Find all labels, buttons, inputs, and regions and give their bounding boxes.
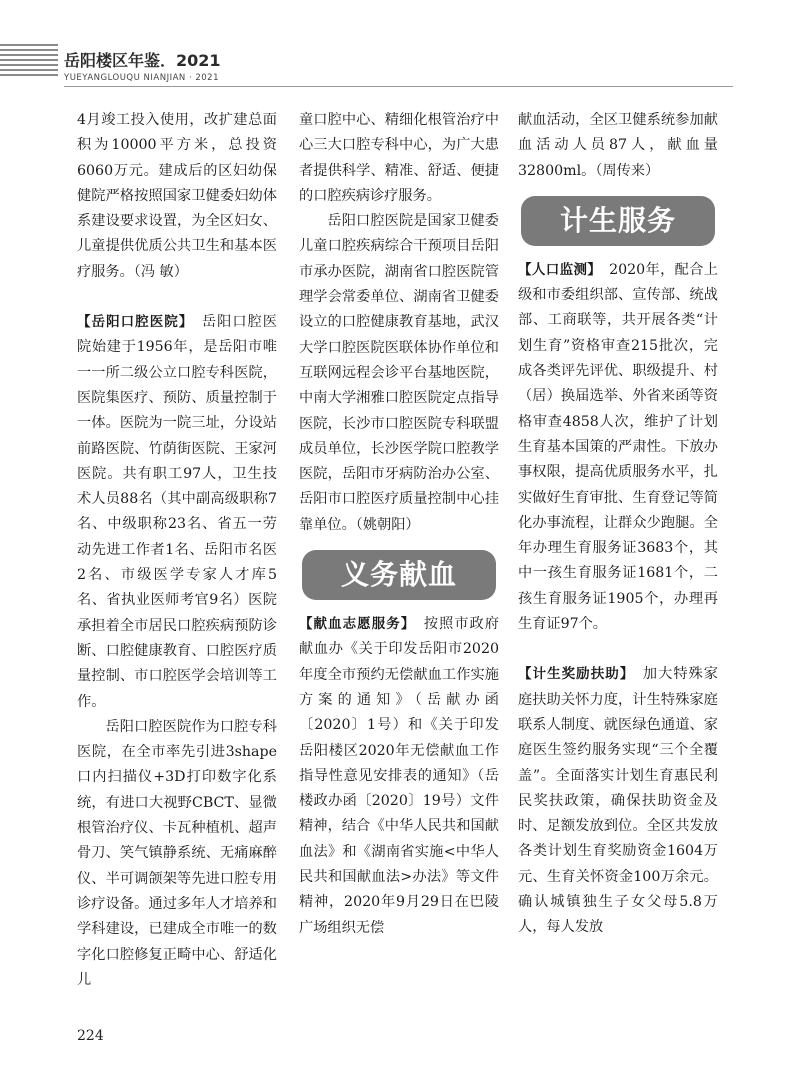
- paragraph: 童口腔中心、精细化根管治疗中心三大口腔专科中心，为广大患者提供科学、精准、舒适、便捷的口腔疾病诊疗服务。: [299, 112, 499, 204]
- section-text: 按照市政府献血办《关于印发岳阳市2020年度全市预约无偿献血工作实施方案的通知》（岳献办函〔2020〕1号）和《关于印发岳阳楼区2020年无偿献血工作指导性意见安排表的通知》（岳楼政办函〔2020〕19号）文件精神，结合《中华人民共和国献血法》和《湖南省实施<中华人民共和国献血法>办法》等文件精神，2020年9月29日在巴陵广场组织无偿: [299, 616, 499, 936]
- section-blood-donation-volunteer: [299, 612, 499, 941]
- section-population-monitoring: [518, 258, 718, 637]
- section-tag: 【岳阳口腔医院】: [77, 314, 187, 331]
- paragraph: 岳阳口腔医院是国家卫健委儿童口腔疾病综合干预项目岳阳市承办医院，湖南省口腔医院管理学会常委单位、湖南省卫健委设立的口腔健康教育基地，武汉大学口腔医院医联体协作单位和互联网远程会诊平台基地医院，中南大学湘雅口腔医院定点指导医院，长沙市口腔医院专科联盟成员单位，长沙医学院口腔教学医院，岳阳市牙病防治办公室、岳阳市口腔医疗质量控制中心挂靠单位。（姚朝阳）: [299, 213, 499, 533]
- column-2: [299, 108, 499, 941]
- paragraph: 献血活动，全区卫健系统参加献血活动人员87人，献血量32800ml。（周传来）: [518, 112, 718, 179]
- section-banner-blood-donation: 义务献血: [302, 550, 496, 600]
- column-3: [518, 108, 718, 941]
- section-tag: 【人口监测】: [518, 261, 595, 278]
- section-text: 加大特殊家庭扶助关怀力度，计生特殊家庭联系人制度、就医绿色通道、家庭医生签约服务实现“三个全覆盖”。全面落实计划生育惠民利民奖扶政策，确保扶助资金及时、足额发放到位。全区共发放各类计划生育奖励资金1604万元、生育关怀资金100万余元。确认城镇独生子女父母5.8万人，每人发放: [518, 666, 718, 936]
- paragraph: 4月竣工投入使用，改扩建总面积为10000平方米，总投资6060万元。建成后的区妇幼保健院严格按照国家卫健委妇幼体系建设要求设置，为全区妇女、儿童提供优质公共卫生和基本医疗服务。（冯 敏）: [77, 112, 277, 280]
- page-number: 224: [77, 1028, 104, 1044]
- section-family-planning-rewards: [518, 662, 718, 940]
- column-1: [77, 108, 277, 993]
- section-tag: 【献血志愿服务】: [299, 616, 409, 633]
- header-decorative-lines: [0, 44, 58, 82]
- paragraph: 岳阳口腔医院作为口腔专科医院，在全市率先引进3shape口内扫描仪+3D打印数字化系统，有进口大视野CBCT、显微根管治疗仪、卡瓦种植机、超声骨刀、笑气镇静系统、无痛麻醉仪、半可调颌架等先进口腔专用诊疗设备。通过多年人才培养和学科建设，已建成全市唯一的数字化口腔修复正畸中心、舒适化儿: [77, 718, 277, 988]
- running-header-title: 岳阳楼区年鉴．2021: [64, 51, 221, 70]
- header-rule: [64, 86, 733, 87]
- section-yueyang-dental-hospital: [77, 310, 277, 715]
- section-text: 岳阳口腔医院始建于1956年，是岳阳市唯一一所二级公立口腔专科医院，医院集医疗、预防、质量控制于一体。医院为一院三址，分设站前路医院、竹荫街医院、王家河医院。共有职工97人，卫生技术人员88名（其中副高级职称7名、中级职称23名、省五一劳动先进工作者1名、岳阳市名医2名、市级医学专家人才库5名、省执业医师考官9名）医院承担着全市居民口腔疾病预防诊断、口腔健康教育、口腔医疗质量控制、市口腔医学会培训等工作。: [77, 314, 277, 710]
- section-text: 2020年，配合上级和市委组织部、宣传部、统战部、工商联等，共开展各类“计划生育”资格审查215批次，完成各类评先评优、职级提升、村（居）换届选举、外省来函等资格审查4858人次，维护了计划生育基本国策的严肃性。下放办事权限，提高优质服务水平，扎实做好生育审批、生育登记等简化办事流程，让群众少跑腿。全年办理生育服务证3683个，其中一孩生育服务证1681个，二孩生育服务证1905个，办理再生育证97个。: [518, 261, 718, 633]
- running-header-subtitle: YUEYANGLOUQU NIANJIAN · 2021: [64, 73, 219, 83]
- section-tag: 【计生奖励扶助】: [518, 666, 628, 683]
- section-banner-family-planning: 计生服务: [521, 196, 715, 246]
